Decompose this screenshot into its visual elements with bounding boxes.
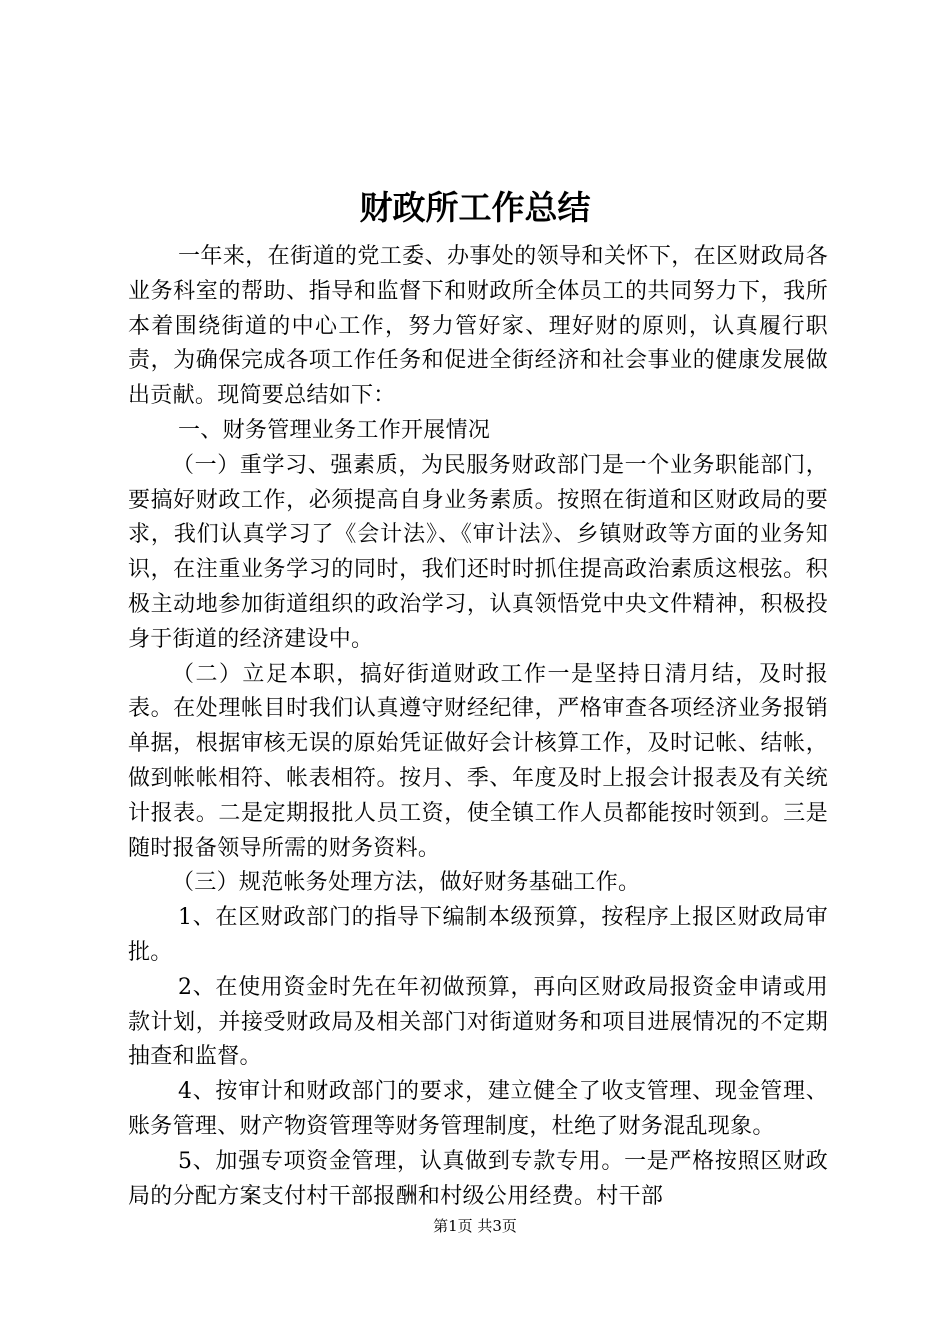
document-body	[128, 240, 828, 1214]
list-item-4: 4、按审计和财政部门的要求，建立健全了收支管理、现金管理、账务管理、财产物资管理等财务管理制度，杜绝了财务混乱现象。	[128, 1079, 828, 1139]
paragraph-subsection-1: （一）重学习、强素质，为民服务财政部门是一个业务职能部门，要搞好财政工作，必须提高自身业务素质。按照在街道和区财政局的要求，我们认真学习了《会计法》、《审计法》、乡镇财政等方面的业务知识，在注重业务学习的同时，我们还时时抓住提高政治素质这根弦。积极主动地参加街道组织的政治学习，认真领悟党中央文件精神，积极投身于街道的经济建设中。	[128, 452, 828, 652]
paragraph-intro: 一年来，在街道的党工委、办事处的领导和关怀下，在区财政局各业务科室的帮助、指导和监督下和财政所全体员工的共同努力下，我所本着围绕街道的中心工作，努力管好家、理好财的原则，认真履行职责，为确保完成各项工作任务和促进全街经济和社会事业的健康发展做出贡献。现简要总结如下：	[128, 244, 828, 409]
list-item-1: 1、在区财政部门的指导下编制本级预算，按程序上报区财政局审批。	[128, 905, 828, 965]
section-heading-1: 一、财务管理业务工作开展情况	[178, 417, 491, 443]
paragraph-subsection-2: （二）立足本职，搞好街道财政工作一是坚持日清月结，及时报表。在处理帐目时我们认真遵守财经纪律，严格审查各项经济业务报销单据，根据审核无误的原始凭证做好会计核算工作，及时记帐、结帐，做到帐帐相符、帐表相符。按月、季、年度及时上报会计报表及有关统计报表。二是定期报批人员工资，使全镇工作人员都能按时领到。三是随时报备领导所需的财务资料。	[128, 661, 828, 861]
document-title: 财政所工作总结	[359, 188, 591, 227]
list-item-5: 5、加强专项资金管理，认真做到专款专用。一是严格按照区财政局的分配方案支付村干部报酬和村级公用经费。村干部	[128, 1148, 828, 1209]
page-footer: 第1页 共3页	[433, 1217, 517, 1235]
list-item-2: 2、在使用资金时先在年初做预算，再向区财政局报资金申请或用款计划，并接受财政局及相关部门对街道财务和项目进展情况的不定期抽查和监督。	[128, 974, 828, 1070]
paragraph-subsection-3: （三）规范帐务处理方法，做好财务基础工作。	[172, 870, 641, 896]
